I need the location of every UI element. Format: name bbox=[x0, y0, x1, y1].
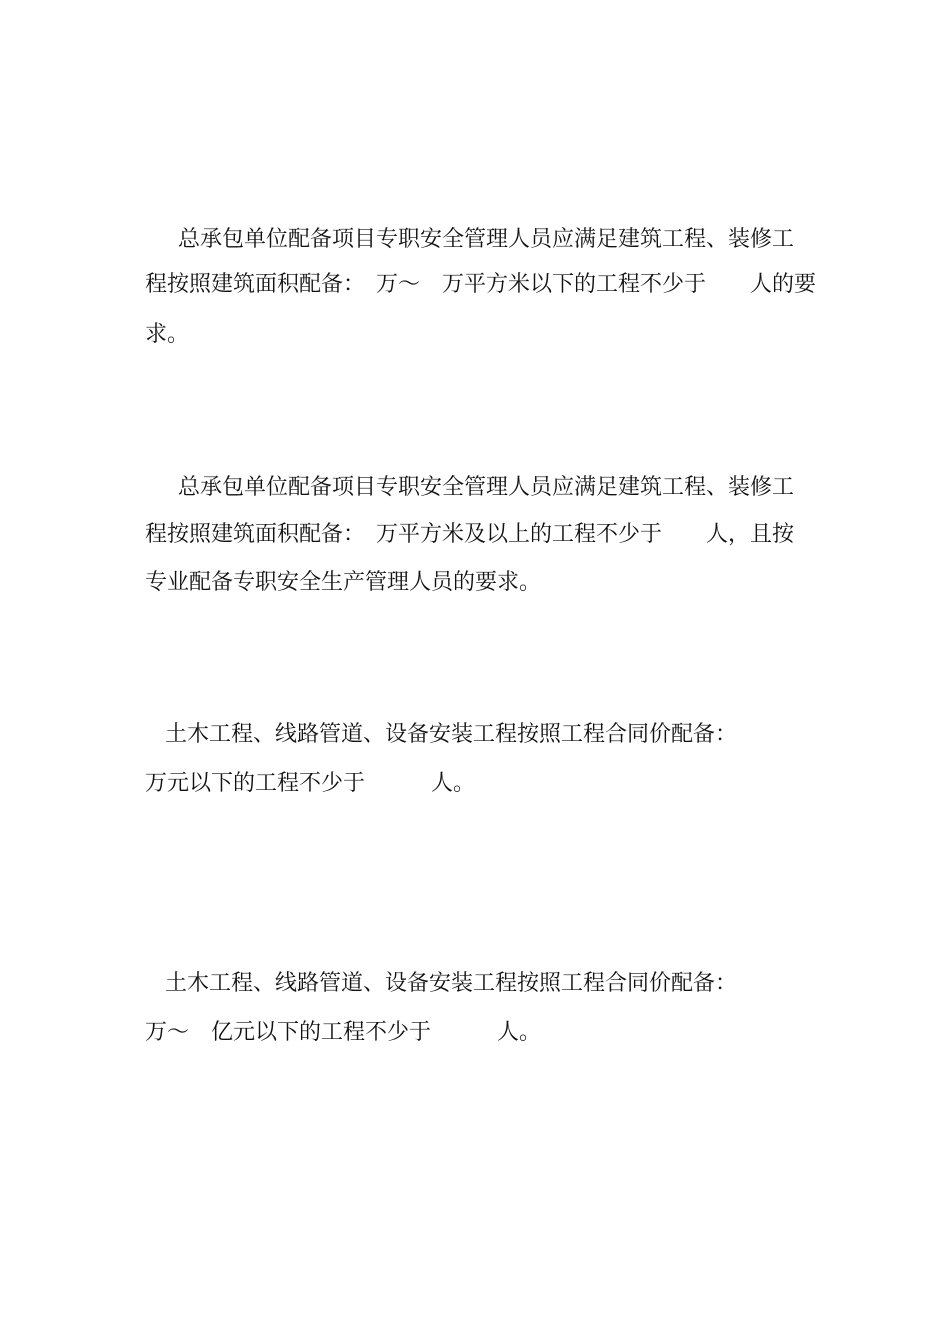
paragraph-line: 万～ 亿元以下的工程不少于 人。 bbox=[145, 1020, 542, 1045]
paragraph-line: 总承包单位配备项目专职安全管理人员应满足建筑工程、装修工 bbox=[178, 227, 795, 252]
paragraph-line: 总承包单位配备项目专职安全管理人员应满足建筑工程、装修工 bbox=[178, 475, 795, 500]
paragraph-line: 程按照建筑面积配备： 万～ 万平方米以下的工程不少于 人的要 bbox=[145, 272, 817, 297]
paragraph-line: 程按照建筑面积配备： 万平方米及以上的工程不少于 人，且按 bbox=[145, 522, 795, 547]
paragraph-line: 求。 bbox=[145, 322, 190, 347]
paragraph-line: 万元以下的工程不少于 人。 bbox=[145, 771, 476, 796]
paragraph-line: 专业配备专职安全生产管理人员的要求。 bbox=[145, 570, 542, 595]
paragraph-line: 土木工程、线路管道、设备安装工程按照工程合同价配备： bbox=[165, 971, 738, 996]
paragraph-line: 土木工程、线路管道、设备安装工程按照工程合同价配备： bbox=[165, 722, 738, 747]
